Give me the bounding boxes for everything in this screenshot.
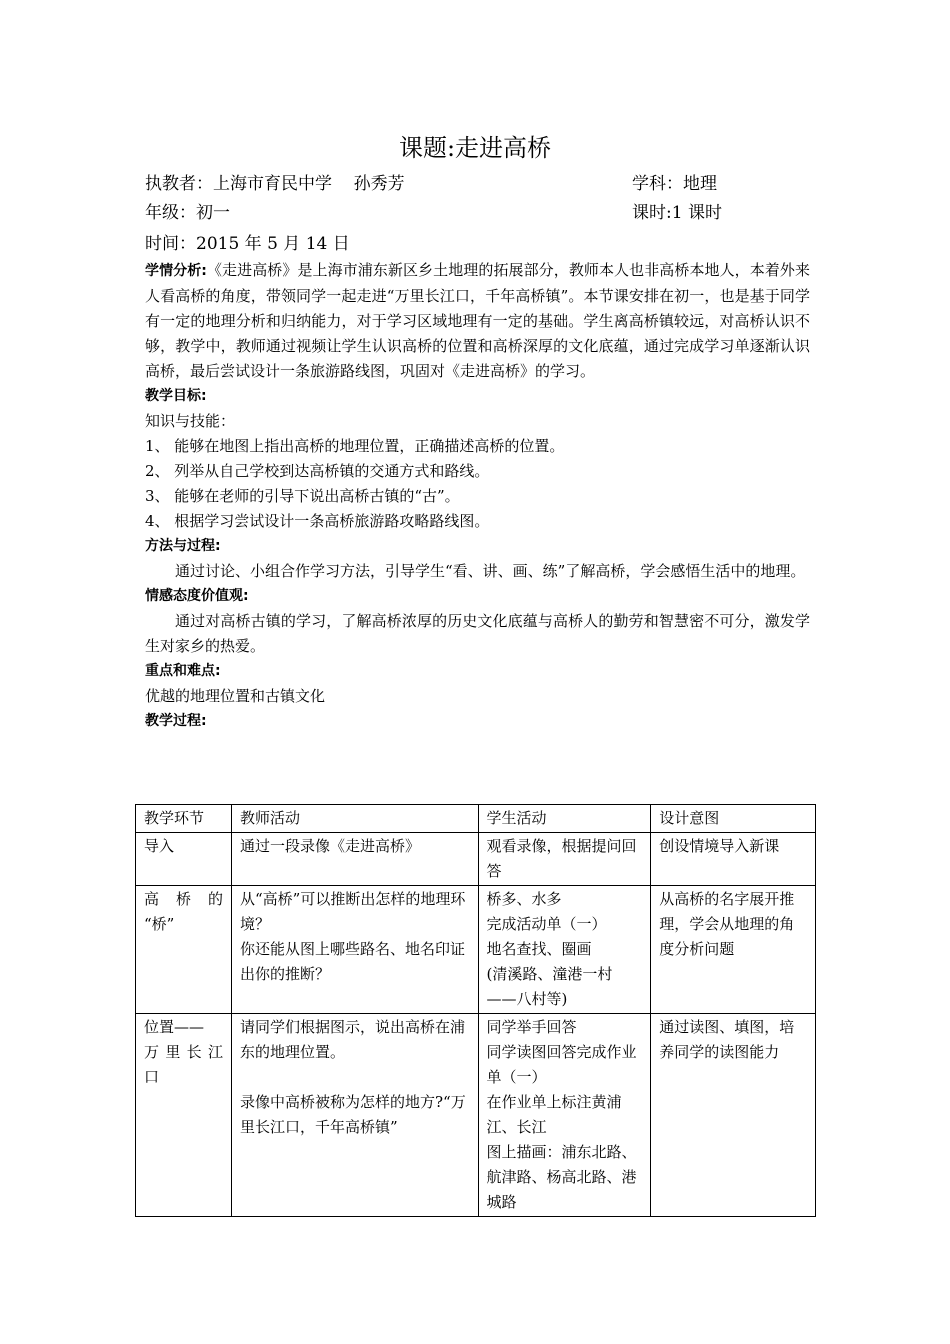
cell-line: (清溪路、潼港一村——八村等) [486, 965, 613, 1008]
cell-line: 通过一段录像《走进高桥》 [239, 837, 420, 855]
teacher-cell [231, 1014, 478, 1217]
intent-cell [651, 886, 816, 1014]
lesson-title: 课题:走进高桥 [398, 134, 552, 162]
analysis-paragraph [145, 258, 810, 384]
goal-item: 3、 能够在老师的引导下说出高桥古镇的“古”。 [145, 487, 460, 505]
student-cell [478, 886, 651, 1014]
student-cell [478, 833, 651, 886]
lesson-body [145, 258, 810, 734]
cell-line: 通过读图、填图，培养同学的读图能力 [659, 1018, 795, 1061]
header-stage: 教学环节 [136, 805, 232, 833]
emotion-text: 通过对高桥古镇的学习，了解高桥浓厚的历史文化底蕴与高桥人的勤劳和智慧密不可分，激发学生对家乡的热爱。 [145, 612, 810, 655]
method-heading: 方法与过程: [145, 538, 221, 554]
grade-info: 年级：初一 [145, 203, 230, 223]
cell-line: 观看录像，根据提问回答 [486, 837, 637, 880]
cell-line: 同学读图回答完成作业单（一） [486, 1043, 637, 1086]
cell-line: 请同学们根据图示，说出高桥在浦东的地理位置。 [239, 1018, 465, 1061]
cell-line: 导入 [144, 837, 175, 855]
cell-line: 完成活动单（一） [486, 915, 607, 933]
cell-line: 位置—— [144, 1018, 205, 1036]
teacher-info: 执教者：上海市育民中学 孙秀芳 [145, 174, 405, 194]
goal-item: 4、 根据学习尝试设计一条高桥旅游路攻略路线图。 [145, 512, 490, 530]
stage-cell [136, 1014, 232, 1217]
cell-line: 口 [144, 1068, 160, 1086]
cell-line: 桥多、水多 [486, 890, 562, 908]
table-row [136, 1014, 816, 1217]
cell-line: 录像中高桥被称为怎样的地方?“万里长江口，千年高桥镇” [239, 1093, 466, 1136]
cell-line: 在作业单上标注黄浦江、长江 [486, 1093, 622, 1136]
goals-heading: 教学目标: [145, 388, 207, 404]
focus-heading: 重点和难点: [145, 663, 221, 679]
intent-cell [651, 1014, 816, 1217]
cell-line: 同学举手回答 [486, 1018, 577, 1036]
subject-info: 学科：地理 [632, 174, 717, 194]
cell-line: 图上描画：浦东北路、航津路、杨高北路、港城路 [486, 1143, 637, 1211]
student-cell [478, 1014, 651, 1217]
method-text: 通过讨论、小组合作学习方法，引导学生“看、讲、画、练”了解高桥，学会感悟生活中的地理。 [175, 562, 806, 580]
analysis-heading: 学情分析: [145, 263, 207, 279]
cell-line: 高 桥 的 [144, 890, 223, 908]
table-row [136, 833, 816, 886]
goal-item: 1、 能够在地图上指出高桥的地理位置，正确描述高桥的位置。 [145, 437, 565, 455]
goal-item: 2、 列举从自己学校到达高桥镇的交通方式和路线。 [145, 462, 490, 480]
process-heading: 教学过程: [145, 713, 207, 729]
cell-line: 地名查找、圈画 [486, 940, 592, 958]
cell-line: 从“高桥”可以推断出怎样的地理环境？ [239, 890, 466, 933]
cell-line: 创设情境导入新课 [659, 837, 780, 855]
date-info: 时间：2015 年 5 月 14 日 [145, 234, 350, 254]
teacher-cell [231, 886, 478, 1014]
header-intent: 设计意图 [651, 805, 816, 833]
stage-cell [136, 833, 232, 886]
header-student: 学生活动 [478, 805, 651, 833]
stage-cell [136, 886, 232, 1014]
table-row [136, 886, 816, 1014]
header-teacher: 教师活动 [231, 805, 478, 833]
cell-line: “桥” [144, 915, 175, 933]
cell-line: 从高桥的名字展开推理，学会从地理的角度分析问题 [659, 890, 795, 958]
goals-subheading: 知识与技能： [145, 412, 236, 430]
intent-cell [651, 833, 816, 886]
hours-info: 课时:1 课时 [632, 203, 722, 223]
focus-text: 优越的地理位置和古镇文化 [145, 687, 326, 705]
process-table [135, 804, 816, 1217]
cell-line: 你还能从图上哪些路名、地名印证出你的推断？ [239, 940, 465, 983]
table-header-row [136, 805, 816, 833]
cell-spacer [240, 1065, 470, 1090]
analysis-text: 《走进高桥》是上海市浦东新区乡土地理的拓展部分，教师本人也非高桥本地人，本着外来人看高桥的角度，带领同学一起走进“万里长江口，千年高桥镇”。本节课安排在初一，也是基于同学有一定的地理分析和归纳能力，对于学习区域地理有一定的基础。学生离高桥镇较远，对高桥认识不够，教学中，教师通过视频让学生认识高桥的位置和高桥深厚的文化底蕴，通过完成学习单逐渐认识高桥，最后尝试设计一条旅游路线图，巩固对《走进高桥》的学习。 [145, 261, 810, 380]
teacher-cell [231, 833, 478, 886]
emotion-heading: 情感态度价值观: [145, 588, 249, 604]
cell-line: 万 里 长 江 [144, 1043, 223, 1061]
